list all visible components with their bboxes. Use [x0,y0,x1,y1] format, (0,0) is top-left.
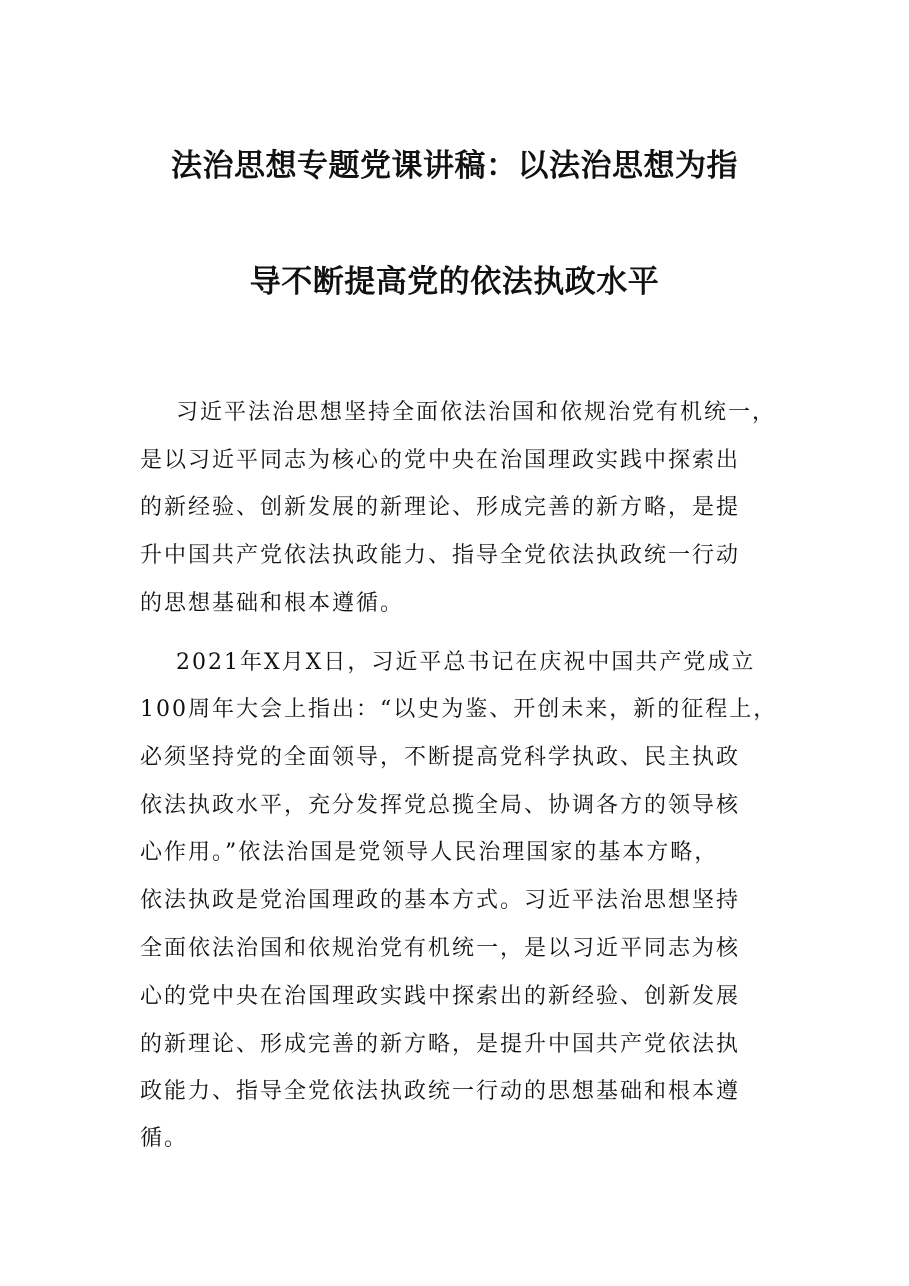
paragraph-line: 政能力、指导全党依法执政统一行动的思想基础和根本遵 [140,1079,741,1104]
paragraph-line: 心的党中央在治国理政实践中探索出的新经验、创新发展 [140,984,741,1009]
paragraph-line: 循。 [140,1126,189,1151]
paragraph-line: 的新经验、创新发展的新理论、形成完善的新方略，是提 [140,495,741,520]
paragraph-line: 的新理论、形成完善的新方略，是提升中国共产党依法执 [140,1032,741,1057]
paragraph-line: 全面依法治国和依规治党有机统一，是以习近平同志为核 [140,936,741,961]
paragraph-line: 是以习近平同志为核心的党中央在治国理政实践中探索出 [140,448,741,473]
paragraph-line: 2021年X月X日，习近平总书记在庆祝中国共产党成立 [176,650,756,675]
paragraph-line: 习近平法治思想坚持全面依法治国和依规治党有机统一， [176,400,777,425]
document-title-line-2: 导不断提高党的依法执政水平 [249,264,660,300]
paragraph-line: 的思想基础和根本遵循。 [140,591,405,616]
paragraph-line: 依法执政水平，充分发挥党总揽全局、协调各方的领导核 [140,793,741,818]
paragraph-line: 升中国共产党依法执政能力、指导全党依法执政统一行动 [140,543,741,568]
paragraph-line: 100周年大会上指出：“以史为鉴、开创未来，新的征程上， [140,697,778,722]
paragraph-line: 心作用。”依法治国是党领导人民治理国家的基本方略， [140,840,719,865]
paragraph-line: 必须坚持党的全面领导，不断提高党科学执政、民主执政 [140,745,741,770]
document-title-line-1: 法治思想专题党课讲稿：以法治思想为指 [171,148,738,184]
paragraph-line: 依法执政是党治国理政的基本方式。习近平法治思想坚持 [140,888,741,913]
